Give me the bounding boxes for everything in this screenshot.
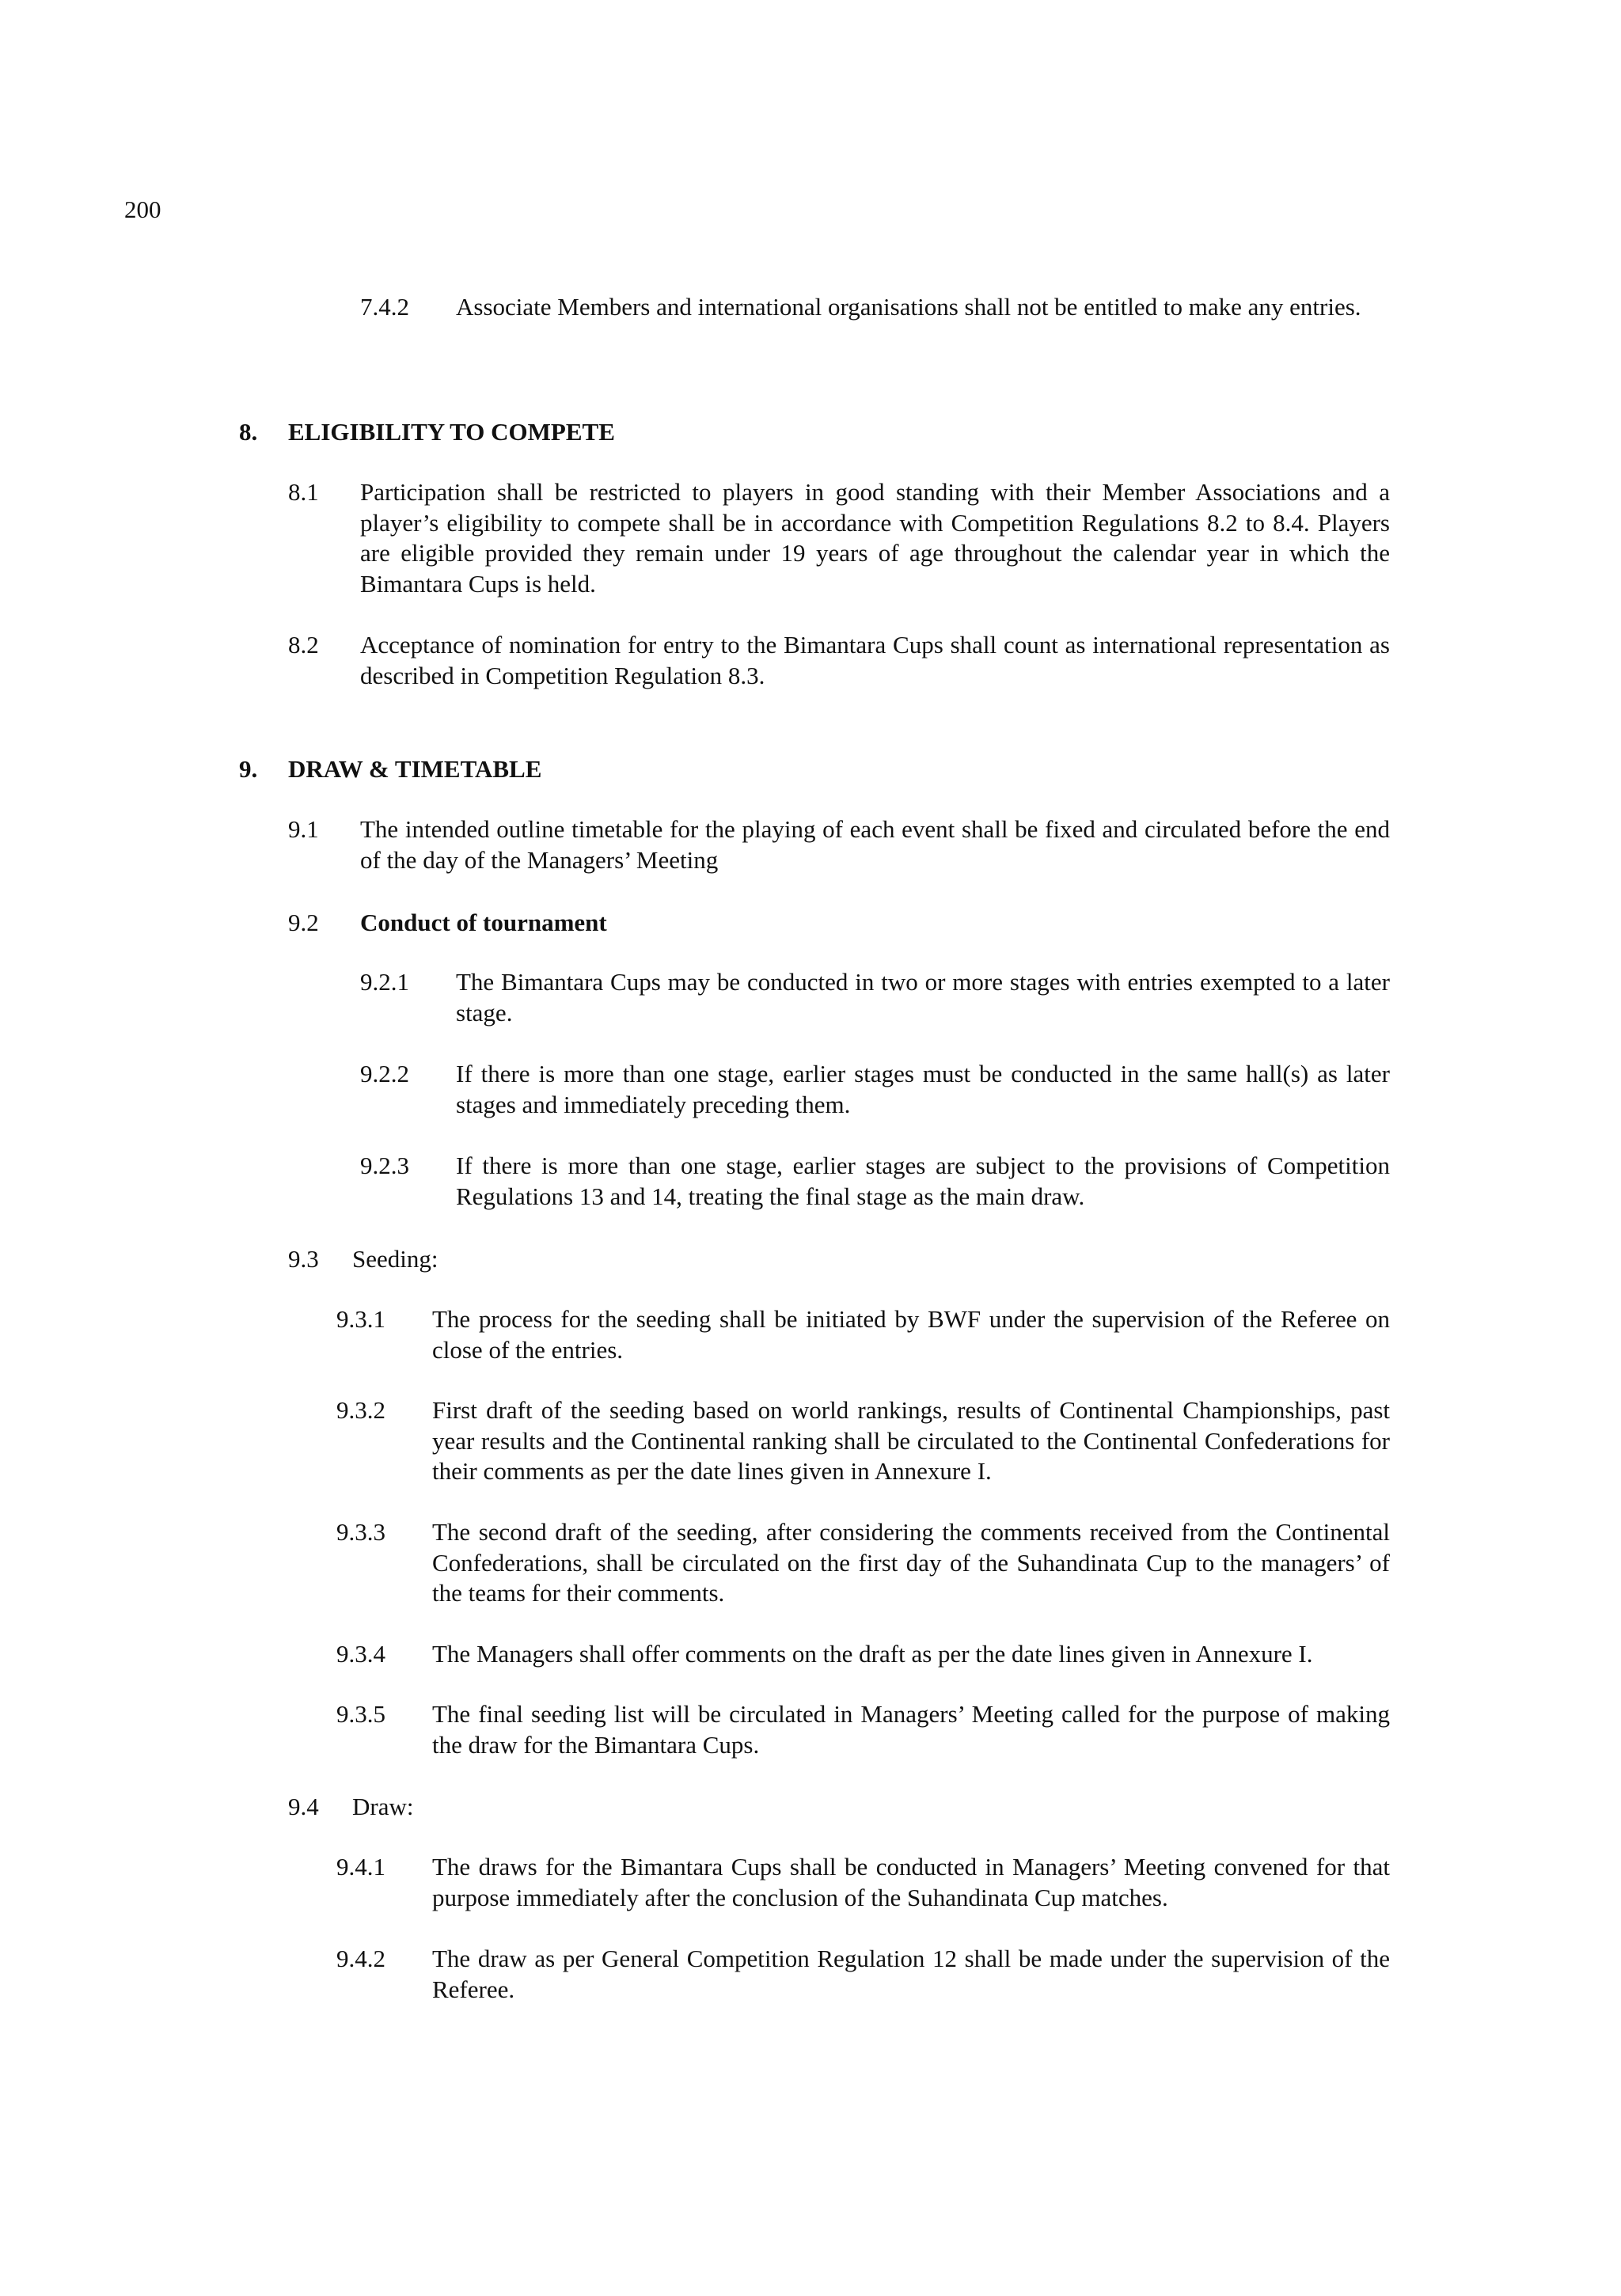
clause-number: 9.4.2 (336, 1945, 385, 1972)
clause-text: The process for the seeding shall be initiated by BWF under the supervision of the Referee on close of the entries. (432, 1305, 1390, 1364)
clause-number: 9.3.3 (336, 1518, 385, 1546)
clause-text: Acceptance of nomination for entry to the Bimantara Cups shall count as international representation as described in Competition Regulation 8.3. (360, 631, 1390, 689)
clause-number: 9.3.2 (336, 1396, 385, 1424)
clause-text: The final seeding list will be circulated in Managers’ Meeting called for the purpose of making the draw for the Bimantara Cups. (432, 1700, 1390, 1759)
clause-text: If there is more than one stage, earlier stages are subject to the provisions of Competition Regulations 13 and 14, treating the final stage as the main draw. (456, 1152, 1390, 1210)
clause-number: 8.1 (288, 478, 319, 506)
section-title: ELIGIBILITY TO COMPETE (288, 418, 615, 446)
clause-text: The intended outline timetable for the playing of each event shall be fixed and circulated before the end of the day of the Managers’ Meeting (360, 815, 1390, 874)
subsection-title: Conduct of tournament (360, 909, 607, 936)
clause-number: 9.3 (288, 1245, 319, 1273)
clause-number: 7.4.2 (360, 293, 409, 321)
page-number: 200 (124, 195, 161, 223)
section-number: 8. (239, 418, 258, 446)
clause-text: The second draft of the seeding, after considering the comments received from the Continental Confederations, shall be circulated on the first day of the Suhandinata Cup to the managers’ of the teams for their comments. (432, 1518, 1390, 1607)
clause-number: 9.2.1 (360, 968, 409, 996)
subsection-title: Seeding: (352, 1245, 438, 1273)
clause-text: First draft of the seeding based on world rankings, results of Continental Championships, past year results and the Continental ranking shall be circulated to the Continental Confederations for their comments as per the date lines given in Annexure I. (432, 1396, 1390, 1485)
clause-number: 9.2.2 (360, 1060, 409, 1087)
clause-text: The Managers shall offer comments on the draft as per the date lines given in Annexure I. (432, 1640, 1313, 1668)
section-title: DRAW & TIMETABLE (288, 755, 542, 783)
clause-number: 9.2 (288, 909, 319, 936)
clause-number: 8.2 (288, 631, 319, 658)
clause-number: 9.3.1 (336, 1305, 385, 1333)
clause-number: 9.3.4 (336, 1640, 385, 1668)
subsection-title: Draw: (352, 1793, 414, 1820)
clause-text: The draws for the Bimantara Cups shall be conducted in Managers’ Meeting convened for that purpose immediately after the conclusion of the Suhandinata Cup matches. (432, 1853, 1390, 1911)
clause-text: Participation shall be restricted to players in good standing with their Member Associations and a player’s eligibility to compete shall be in accordance with Competition Regulations 8.2 to 8.4. Players are eligible provided they remain under 19 years of age throughout the calendar year in which the Bimantara Cups is held. (360, 478, 1390, 598)
section-number: 9. (239, 755, 258, 783)
clause-number: 9.4 (288, 1793, 319, 1820)
clause-number: 9.4.1 (336, 1853, 385, 1880)
clause-number: 9.1 (288, 815, 319, 843)
clause-number: 9.3.5 (336, 1700, 385, 1728)
clause-text: The draw as per General Competition Regulation 12 shall be made under the supervision of the Referee. (432, 1945, 1390, 2003)
clause-text: The Bimantara Cups may be conducted in two or more stages with entries exempted to a later stage. (456, 968, 1390, 1027)
clause-text: Associate Members and international organisations shall not be entitled to make any entries. (456, 293, 1361, 321)
clause-number: 9.2.3 (360, 1152, 409, 1179)
clause-text: If there is more than one stage, earlier stages must be conducted in the same hall(s) as later stages and immediately preceding them. (456, 1060, 1390, 1118)
